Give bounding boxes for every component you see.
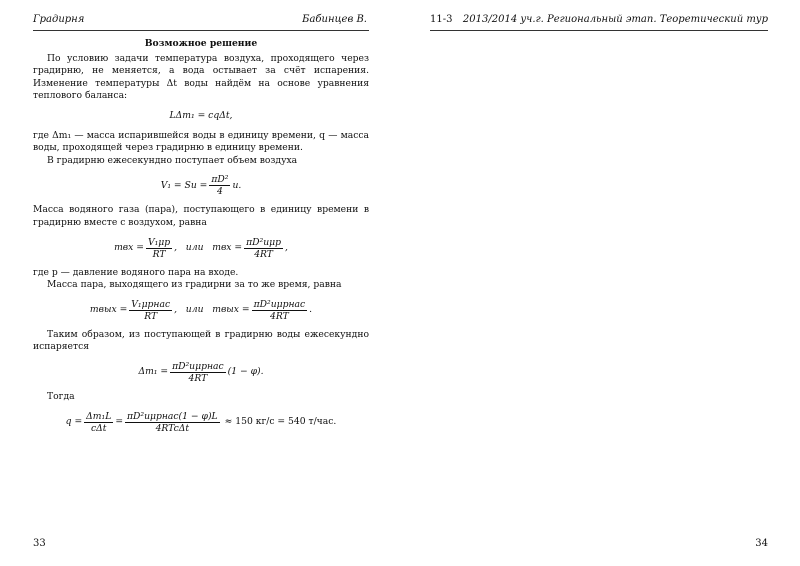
eq-mass-in-den2: 4RT xyxy=(254,248,273,260)
eq-evap-den: 4RT xyxy=(188,372,208,384)
eq-mass-out-den1: RT xyxy=(144,310,158,322)
eq-mass-in-num1: V₁μp xyxy=(147,236,171,248)
left-header-title: Градирня xyxy=(33,14,85,25)
equation-heat-balance xyxy=(33,110,369,123)
eq-result-num2: πD²uμpнас(1 − φ)L xyxy=(127,410,218,422)
eq-result-lhs: q = xyxy=(65,415,83,427)
right-header-code: 11-3 xyxy=(430,14,453,25)
eq-mass-in-lhs: mвх = xyxy=(114,241,144,253)
paragraph-4: Масса водяного газа (пара), поступающего в единицу времени в градирню вместе с воздухом, равна xyxy=(33,204,369,228)
paragraph-5: где p — давление водяного пара на входе. xyxy=(33,266,239,278)
equation-mass-in xyxy=(33,237,369,260)
eq-result-fraction-1 xyxy=(84,411,113,434)
eq-evap-fraction xyxy=(170,361,226,384)
eq-evap-num: πD²uμpнас xyxy=(172,360,224,372)
solution-body xyxy=(33,38,369,441)
paragraph-7: Таким образом, из поступающей в градирню воды ежесекундно испаряется xyxy=(33,328,369,353)
eq-result-den2: 4RTcΔt xyxy=(155,422,190,434)
paragraph-6: Масса пара, выходящего из градирни за то же время, равна xyxy=(47,279,342,291)
eq-result-tail: ≈ 150 кг/с = 540 т/час. xyxy=(224,415,337,427)
eq-mass-out-num1: V₁μpнас xyxy=(131,298,171,310)
right-header-event: 2013/2014 уч.г. Региональный этап. Теоретический тур xyxy=(462,14,768,25)
eq-result-den1: cΔt xyxy=(91,422,107,434)
equation-mass-out xyxy=(33,299,369,322)
eq-mass-out-lhs: mвых = xyxy=(89,303,128,315)
equation-heat-balance-text: LΔm₁ = cqΔt, xyxy=(169,109,233,121)
left-header-rule xyxy=(33,30,369,31)
right-page-number: 34 xyxy=(755,538,768,549)
eq-mass-out-tail: . xyxy=(309,303,313,315)
eq-mass-out-fraction-2 xyxy=(252,299,308,322)
paragraph-1: По условию задачи температура воздуха, проходящего через градирню, не меняется, а вода остывает за счёт испарения. Изменение температуры Δt воды найдём на основе уравнения теплового баланса: xyxy=(33,52,369,102)
eq-result-num1: Δm₁L xyxy=(86,410,112,422)
eq-volume-num: πD² xyxy=(211,174,229,186)
eq-mass-in-mid: , или mвх = xyxy=(174,241,243,253)
eq-mass-in-num2: πD²uμp xyxy=(246,236,281,248)
eq-mass-out-num2: πD²uμpнас xyxy=(253,298,306,310)
left-page-number: 33 xyxy=(33,538,46,549)
paragraph-8: Тогда xyxy=(47,390,75,402)
eq-mass-in-den1: RT xyxy=(152,248,166,260)
equation-volume xyxy=(33,174,369,197)
right-header-rule xyxy=(430,30,768,31)
eq-result-fraction-2 xyxy=(125,411,220,434)
eq-evap-lhs: Δm₁ = xyxy=(138,366,169,378)
left-header-author: Бабинцев В. xyxy=(302,14,367,25)
eq-mass-out-den2: 4RT xyxy=(270,310,289,322)
solution-title: Возможное решение xyxy=(144,38,258,49)
right-page xyxy=(400,0,800,566)
eq-mass-out-fraction-1 xyxy=(129,299,172,322)
eq-volume-fraction xyxy=(209,174,230,197)
eq-volume-den: 4 xyxy=(216,186,223,198)
equation-evaporated xyxy=(33,361,369,384)
paragraph-2: где Δm₁ — масса испарившейся воды в единицу времени, q — масса воды, проходящей через градирню в единицу времени. xyxy=(33,129,369,154)
equation-result xyxy=(33,411,369,434)
eq-mass-in-fraction-2 xyxy=(244,237,283,260)
eq-evap-tail: (1 − φ). xyxy=(227,366,264,378)
paragraph-3: В градирню ежесекундно поступает объем воздуха xyxy=(47,154,298,166)
eq-volume-tail: u. xyxy=(232,179,242,191)
eq-volume-lhs: V₁ = Su = xyxy=(160,179,208,191)
eq-mass-in-fraction-1 xyxy=(146,237,172,260)
eq-result-mid: = xyxy=(115,415,124,427)
eq-mass-out-mid: , или mвых = xyxy=(174,303,250,315)
eq-mass-in-tail: , xyxy=(284,241,288,253)
